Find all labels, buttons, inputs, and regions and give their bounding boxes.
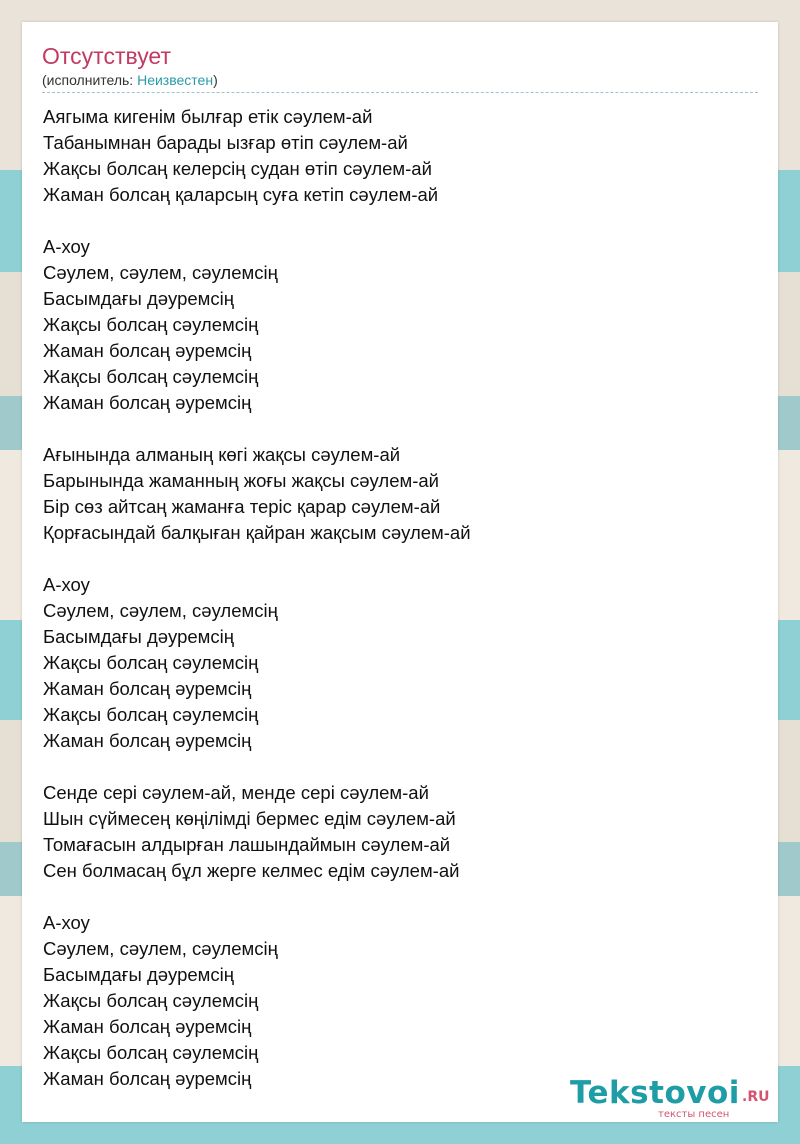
song-title: Отсутствует	[42, 43, 171, 69]
performer-prefix: (исполнитель:	[42, 72, 138, 88]
lyric-line: Жаман болсаң әуремсің	[43, 392, 252, 413]
logo-tagline: тексты песен	[658, 1109, 730, 1120]
stanza	[43, 572, 759, 754]
lyric-line: Ағынында алманың көгі жақсы сәулем-ай	[43, 444, 401, 465]
lyric-line: А-хоу	[43, 574, 90, 595]
lyric-line: Аягыма кигенім былғар етік сәулем-ай	[43, 106, 373, 127]
logo-domain: .RU	[742, 1089, 770, 1105]
lyric-line: Томағасын алдырған лашындаймын сәулем-ай	[43, 834, 451, 855]
lyric-line: Жаман болсаң қаларсың суға кетіп сәулем-ай	[43, 184, 439, 205]
lyric-line: Жақсы болсаң сәулемсің	[43, 366, 259, 387]
lyric-line: Жақсы болсаң келерсің судан өтіп сәулем-ай	[43, 158, 432, 179]
song-header	[42, 42, 758, 93]
performer-link[interactable]: Неизвестен	[137, 72, 214, 88]
logo-wordmark: Tekstovoi	[570, 1075, 740, 1111]
lyric-line: Жақсы болсаң сәулемсің	[43, 314, 259, 335]
lyric-line: А-хоу	[43, 912, 90, 933]
lyric-line: Қорғасындай балқыған қайран жақсым сәулем-ай	[43, 522, 471, 543]
lyrics-text	[43, 104, 759, 1118]
site-logo[interactable]	[570, 1075, 780, 1121]
lyric-line: Басымдағы дәуремсің	[43, 964, 234, 985]
lyric-line: Табанымнан барады ызғар өтіп сәулем-ай	[43, 132, 408, 153]
stanza	[43, 234, 759, 416]
stanza	[43, 910, 759, 1092]
lyric-line: Сенде сері сәулем-ай, менде сері сәулем-ай	[43, 782, 429, 803]
performer-suffix: )	[213, 72, 218, 88]
lyric-line: А-хоу	[43, 236, 90, 257]
lyric-line: Бір сөз айтсаң жаманға теріс қарар сәулем-ай	[43, 496, 441, 517]
lyric-line: Жаман болсаң әуремсің	[43, 678, 252, 699]
performer-line	[42, 70, 758, 93]
stanza	[43, 442, 759, 546]
lyric-line: Сәулем, сәулем, сәулемсің	[43, 262, 278, 283]
lyric-line: Басымдағы дәуремсің	[43, 626, 234, 647]
lyrics-page	[22, 22, 778, 1122]
lyric-line: Жақсы болсаң сәулемсің	[43, 1042, 259, 1063]
lyric-line: Жақсы болсаң сәулемсің	[43, 652, 259, 673]
lyric-line: Жаман болсаң әуремсің	[43, 1068, 252, 1089]
lyric-line: Сәулем, сәулем, сәулемсің	[43, 600, 278, 621]
lyric-line: Шын сүймесең көңілімді бермес едім сәулем-ай	[43, 808, 456, 829]
lyric-line: Жаман болсаң әуремсің	[43, 1016, 252, 1037]
lyric-line: Жақсы болсаң сәулемсің	[43, 990, 259, 1011]
lyric-line: Сәулем, сәулем, сәулемсің	[43, 938, 278, 959]
lyric-line: Жақсы болсаң сәулемсің	[43, 704, 259, 725]
lyric-line: Жаман болсаң әуремсің	[43, 340, 252, 361]
lyric-line: Басымдағы дәуремсің	[43, 288, 234, 309]
lyric-line: Барынында жаманның жоғы жақсы сәулем-ай	[43, 470, 439, 491]
stanza	[43, 104, 759, 208]
lyric-line: Сен болмасаң бұл жерге келмес едім сәулем-ай	[43, 860, 460, 881]
stanza	[43, 780, 759, 884]
lyric-line: Жаман болсаң әуремсің	[43, 730, 252, 751]
